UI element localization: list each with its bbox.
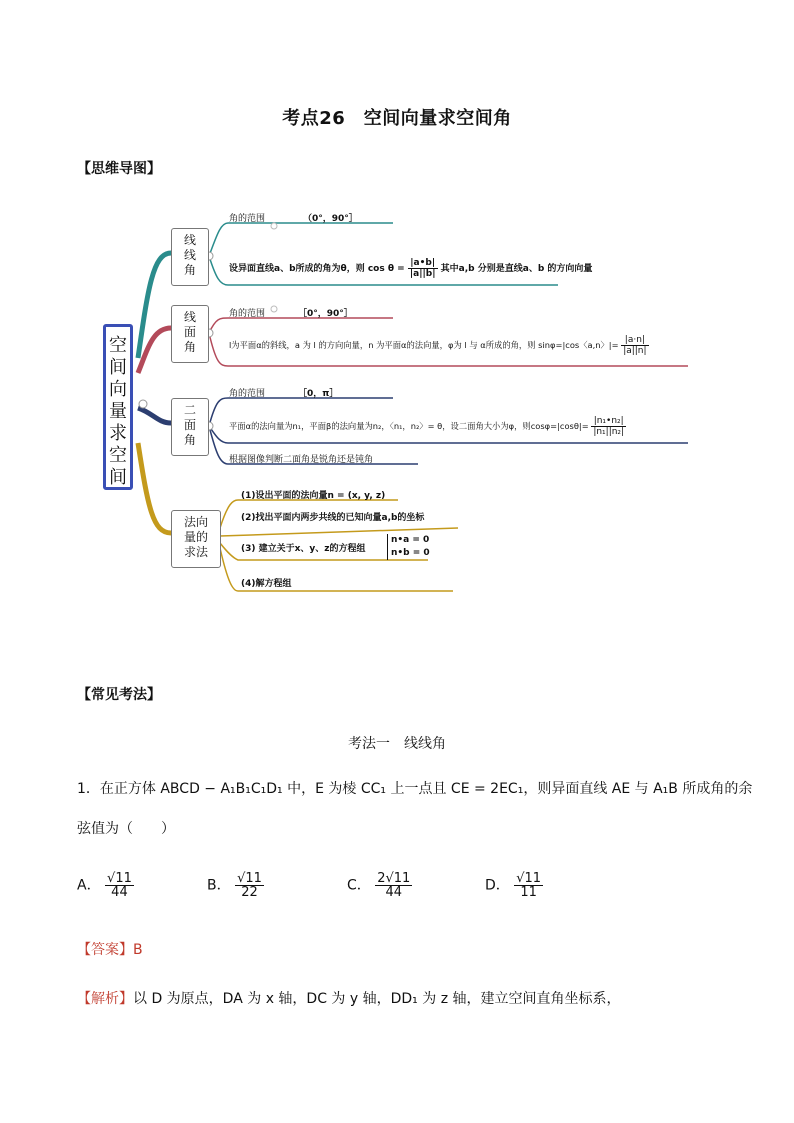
mind-map	[98, 208, 698, 608]
central-char: 向	[109, 379, 127, 400]
fraction-numerator: |n₁•n₂|	[591, 416, 626, 427]
dihedral-formula	[229, 416, 626, 437]
line-line-formula	[229, 258, 592, 279]
line-plane-desc: l为平面α的斜线，a 为 l 的方向向量，n 为平面α的法向量，φ为 l 与 α所成的角，则 sinφ=|cos〈a,n〉|=	[229, 340, 619, 350]
dihedral-judge: 根据图像判断二面角是锐角还是钝角	[229, 455, 374, 465]
fraction-denominator: |a||b|	[409, 269, 436, 279]
equation-2: n•b = 0	[391, 548, 430, 558]
central-char: 空	[109, 335, 127, 356]
method-step-3: (3) 建立关于x、y、z的方程组	[241, 544, 366, 554]
line-line-range-value: （0°，90°］	[303, 214, 358, 224]
fraction-numerator: |a•b|	[408, 258, 438, 269]
option-numerator: √11	[516, 871, 542, 886]
line-line-range-label: 角的范围	[229, 214, 266, 224]
option-a	[77, 872, 134, 899]
option-numerator: √11	[237, 871, 262, 886]
question-line-2: 弦值为（ ）	[77, 821, 175, 837]
analysis-tag: 【解析】	[77, 991, 133, 1007]
option-label: B．	[207, 877, 231, 894]
line-plane-range-value: ［0°，90°］	[298, 309, 353, 319]
line-line-cos: cos θ =	[367, 264, 405, 274]
line-line-suffix: 其中a,b 分别是直线a、b 的方向向量	[440, 264, 593, 274]
node-normal-vector-method: 法向 量的 求法	[171, 510, 221, 568]
analysis-line	[77, 992, 621, 1006]
line-line-prefix: 设异面直线a、b所成的角为θ，则	[229, 264, 365, 274]
option-fraction	[514, 872, 543, 899]
dihedral-fraction	[591, 416, 626, 437]
option-fraction	[105, 872, 134, 899]
node-line-line: 线 线 角	[171, 228, 209, 286]
option-label: A．	[77, 877, 101, 894]
equation-1: n•a = 0	[391, 535, 430, 545]
method-step-2: (2)找出平面内两步共线的已知向量a,b的坐标	[241, 513, 425, 523]
option-denominator: 22	[241, 885, 258, 900]
central-char: 求	[109, 423, 127, 444]
central-char: 空	[109, 445, 127, 466]
option-numerator: 2√11	[377, 871, 411, 886]
node-dihedral: 二 面 角	[171, 398, 209, 456]
question-line-1: 1．在正方体 ABCD − A₁B₁C₁D₁ 中，E 为棱 CC₁ 上一点且 CE = 2EC₁，则异面直线 AE 与 A₁B 所成角的余	[77, 781, 753, 797]
fraction-numerator: |a·n|	[621, 335, 648, 346]
answer-tag: 【答案】	[77, 942, 133, 958]
analysis-text: 以 D 为原点，DA 为 x 轴，DC 为 y 轴，DD₁ 为 z 轴，建立空间直角坐标系，	[133, 991, 621, 1007]
method-step-4: (4)解方程组	[241, 579, 292, 589]
answer-line	[77, 943, 143, 957]
option-denominator: 44	[111, 885, 128, 900]
option-numerator: √11	[107, 871, 132, 886]
central-node	[103, 324, 133, 490]
option-b	[207, 872, 264, 899]
option-denominator: 11	[520, 885, 537, 900]
dihedral-range-value: ［0，π］	[298, 389, 339, 399]
central-char: 间	[109, 357, 127, 378]
option-fraction	[235, 872, 264, 899]
method-equation-system	[387, 534, 430, 560]
method-title: 考法一 线线角	[348, 736, 446, 752]
dihedral-desc: 平面α的法向量为n₁，平面β的法向量为n₂，〈n₁，n₂〉= θ，设二面角大小为φ，则cosφ=|cosθ|=	[229, 421, 589, 431]
method-step-1: (1)设出平面的法向量n = (x, y, z)	[241, 491, 386, 501]
fraction-denominator: |n₁||n₂|	[593, 427, 625, 437]
line-plane-range-label: 角的范围	[229, 309, 266, 319]
option-label: C．	[347, 877, 371, 894]
line-plane-fraction	[621, 335, 648, 356]
line-line-fraction	[408, 258, 438, 279]
option-denominator: 44	[385, 885, 403, 900]
option-label: D．	[485, 877, 510, 894]
answer-value: B	[133, 942, 143, 958]
page-title: 考点26 空间向量求空间角	[282, 108, 512, 129]
option-d	[485, 872, 543, 899]
section-common-heading: 【常见考法】	[77, 687, 161, 703]
option-c	[347, 872, 412, 899]
central-char: 间	[109, 467, 127, 488]
central-char: 量	[109, 401, 127, 422]
line-plane-formula	[229, 335, 649, 356]
section-mindmap-heading: 【思维导图】	[77, 161, 161, 177]
node-line-plane: 线 面 角	[171, 305, 209, 363]
dihedral-range-label: 角的范围	[229, 389, 266, 399]
option-fraction	[375, 872, 412, 899]
fraction-denominator: |a||n|	[623, 346, 647, 356]
